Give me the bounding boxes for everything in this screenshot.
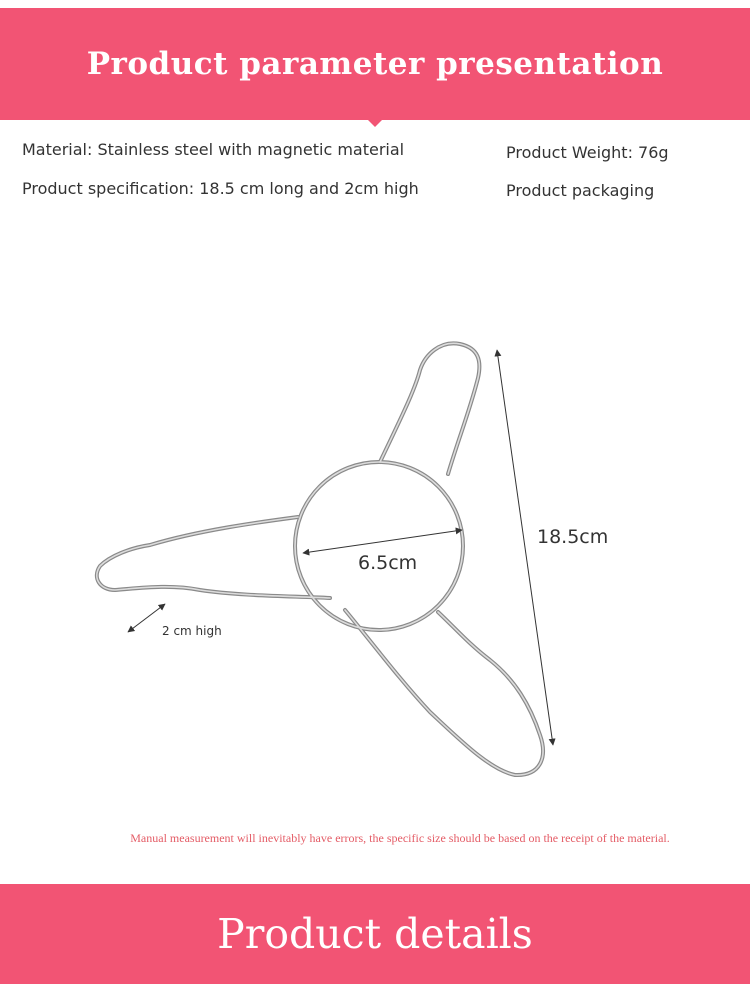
- param-packaging: Product packaging: [506, 181, 655, 200]
- ring-label: 6.5cm: [358, 552, 418, 574]
- footer-title: Product details: [217, 910, 533, 958]
- measurement-note: Manual measurement will inevitably have errors, the specific size should be based on the receipt of the material.: [130, 831, 670, 845]
- dimension-height: [128, 604, 222, 638]
- param-specification: Product specification: 18.5 cm long and 2cm high: [22, 179, 419, 198]
- footer-banner: [0, 884, 750, 984]
- dimension-ring: [303, 530, 462, 574]
- length-label: 18.5cm: [537, 526, 609, 548]
- param-weight: Product Weight: 76g: [506, 143, 669, 162]
- height-label: 2 cm high: [162, 624, 222, 638]
- header-pointer: [367, 119, 383, 127]
- product-illustration: [0, 300, 750, 800]
- wire-trivet-image: [97, 343, 543, 775]
- param-material: Material: Stainless steel with magnetic material: [22, 140, 405, 159]
- header-title: Product parameter presentation: [86, 46, 664, 82]
- header-banner: [0, 8, 750, 120]
